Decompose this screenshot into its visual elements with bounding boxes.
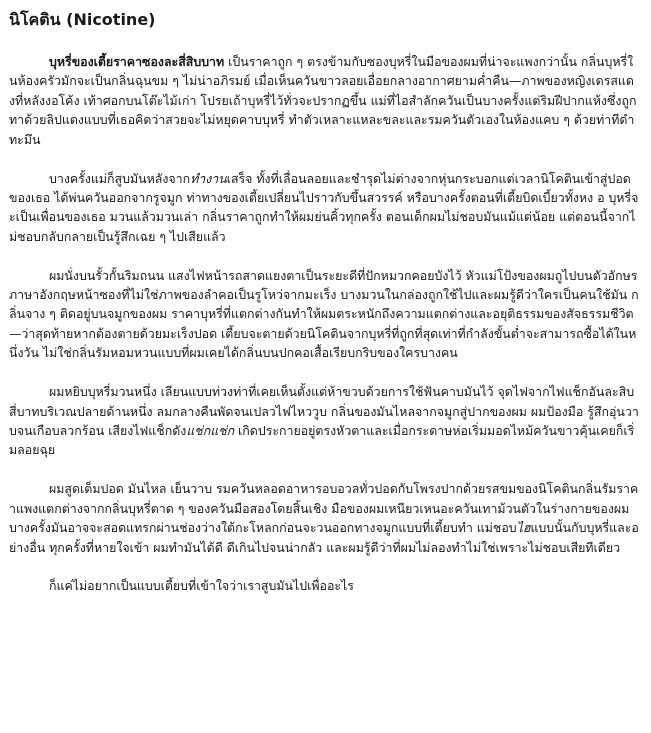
paragraph-5-before: ผมสูดเต็มปอด มันไหล เย็นวาบ รมควันหลอดอาหารอบอวลทั่วปอดกับโพรงปากด้วยรสขมของนิโคตินกลิ่นรัมราคาแพงแตกต่างจากกลิ่นบุหรี่ตาด ๆ ของควันมือสองโดยสิ้นเชิง มือของผมเหนียวเหนอะควันเทาม้วนตัวในร่างกายของผม บางครั้งมันอาจจะสอดแทรกผ่านช่องว่างใต้กะโหลกก่อนจะวนออกทางจมูกแบบที่เตี้ยบทำ แม่ชอบ xyxy=(9,481,639,536)
paragraph-2-italic: ทำงาน xyxy=(190,170,227,186)
paragraph-3-text: ผมนั่งบนรั้วกั้นริมถนน แสงไฟหน้ารถสาดแยงตาเป็นระยะดีที่ปักหมวกคอยบังไว้ หัวแม่โป้งของผมถูไปบนตัวอักษรภาษาอังกฤษหน้าซองที่ไม่ใช่ภาพของลำคอเป็นรูโหว่จากมะเร็ง บางมวนในกล่องถูกใช้ไปและผมรู้ดีว่าใครเป็นคนใช้มัน กลิ่นจาง ๆ ติดอยู่บนจมูกของผม ราคาบุหรี่ที่แตกต่างกันทำให้ผมตระหนักถึงความแตกต่างและอยุติธรรมของสัจธรรมชีวิต—ว่าสุดท้ายหากต้องตายด้วยมะเร็งปอด เตี้ยบจะตายด้วยนิโคตินจากบุหรี่ที่ถูกที่สุดเท่าที่กำลังขั้นต่ำจะสามารถซื้อได้ในหนึ่งวัน ไม่ใช่กลิ่นรัมหอมหวนแบบที่ผมเคยได้กลิ่นบนปกคอเสื้อเรียบกริบของใครบางคน xyxy=(9,267,639,361)
paragraph-4-italic: แช่กแช่ก xyxy=(186,423,235,438)
paragraph-5-italic: ไฮ xyxy=(516,520,531,536)
paragraph-6-text: ก็แค่ไม่อยากเป็นแบบเตี้ยบที่เข้าใจว่าเราสูบมันไปเพื่ออะไร xyxy=(49,578,354,594)
paragraph-1-text: เป็นราคาถูก ๆ ตรงข้ามกับซองบุหรี่ในมือของผมที่น่าจะแพงกว่านั้น กลิ่นบุหรี่ในห้องครัวมักจะเป็นกลิ่นฉุนขม ๆ ไม่น่าอภิรมย์ เมื่อเห็นควันขาวลอยเอื่อยกลางอากาศยามค่ำคืน—ภาพของหญิงเดรสแดงที่หลังงอโค้ง เท้าศอกบนโต๊ะไม้เก่า โปรยเถ้าบุหรี่ไว้ทั่วจะปรากฏขึ้น แม่ที่ไอสำลักควันเป็นบางครั้งแต่ริมฝีปากแห้งซึ่งถูกทาด้วยลิปแดงแบบที่เธอคิดว่าสวยจะไม่หยุดคาบบุหรี่ ทำตัวเหลาะแหละขละและรมควันตัวเองในห้องแคบ ๆ ด้วยท่าทีดำทะมึน xyxy=(9,54,637,147)
paragraph-6 xyxy=(9,576,639,595)
document-title: นิโคติน (Nicotine) xyxy=(9,10,156,29)
paragraph-2-before: บางครั้งแม่ก็สูบมันหลังจาก xyxy=(49,170,191,186)
paragraph-2 xyxy=(9,169,639,247)
paragraph-1-lead: บุหรี่ของเตี้ยราคาซองละสี่สิบบาท xyxy=(49,54,225,69)
paragraph-3 xyxy=(9,266,639,363)
paragraph-1 xyxy=(9,52,639,149)
paragraph-4 xyxy=(9,382,639,460)
paragraph-2-after: เสร็จ ทั้งที่เลื่อนลอยและชำรุดไม่ต่างจากหุ่นกระบอกแต่เวลานิโคตินเข้าสู่ปอดของเธอ ได้พ่นควันออกจากรูจมูก ท่าทางของเตี้ยเปลี่ยนไปราวกับขึ้นสวรรค์ หรือบางครั้งตอนที่เตี้ยบิดเบี้ยวทั้งหง อ บุหรี่จะเป็นเพื่อนของเธอ มวนแล้วมวนเล่า กลิ่นราคาถูกทำให้ผมย่นคิ้วทุกครั้ง ตอนเด็กผมไม่ชอบมันแม้แต่น้อย แต่ตอนนี้จากไม่ชอบกลับกลายเป็นรู้สึกเฉย ๆ ไปเสียแล้ว xyxy=(9,170,639,244)
paragraph-4-before: ผมหยิบบุหรี่มวนหนึ่ง เลียนแบบท่วงท่าที่เคยเห็นตั้งแต่ห้าขวบด้วยการใช้ฟันคาบมันไว้ จุดไฟจากไฟแช็กอันละสิบสี่บาทบริเวณปลายด้านหนึ่ง ลมกลางคืนพัดจนเปลวไฟไหววูบ กลิ่นของมันไหลจากจมูกสู่ปากของผม ผมป้องมือ รู้สึกอุ่นวาบจนเกือบลวกร้อน เสียงไฟแช็กดัง xyxy=(9,384,639,438)
paragraph-5-after: แบบนั้นกับบุหรี่และอย่างอื่น ทุกครั้งที่หายใจเข้า ผมทำมันได้ดี ดีเกินไปจนน่ากลัว และผมรู้ดีว่าที่ผมไม่ลองทำไม่ใช่เพราะไม่ชอบเสียทีเดียว xyxy=(9,520,639,555)
paragraph-4-after: เกิดประกายอยู่ตรงหัวตาและเมื่อกระดาษห่อเริ่มมอดไหม้ควันขาวคุ้นเคยก็เริ่มลอยฉุย xyxy=(9,423,635,458)
paragraph-5 xyxy=(9,479,639,557)
